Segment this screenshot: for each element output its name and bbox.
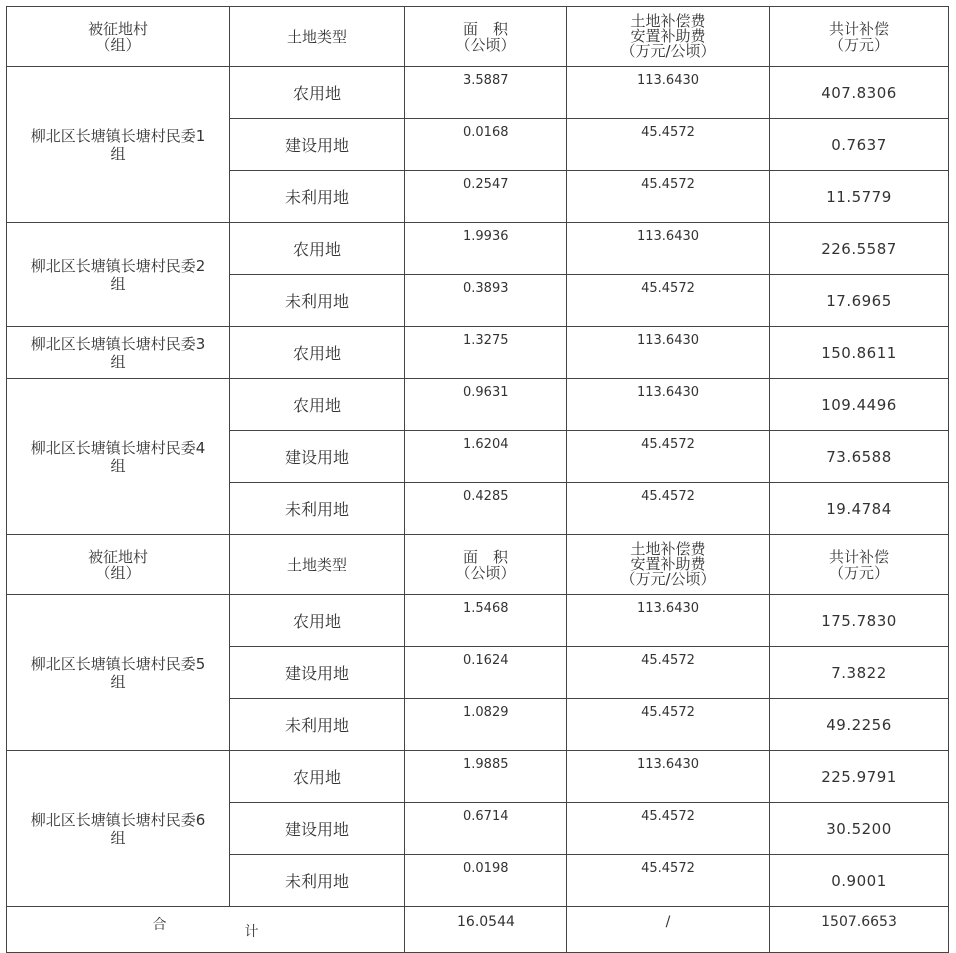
header-fee-line: 土地补偿费 (630, 12, 706, 30)
total-cell (770, 223, 949, 275)
total-cell (770, 699, 949, 751)
header-fee-line: （万元/公顷） (620, 42, 716, 60)
area-cell (405, 223, 567, 275)
total-value: 0.9001 (831, 871, 887, 890)
area-cell (405, 855, 567, 907)
land-type-value: 农用地 (292, 84, 341, 103)
header-row (7, 7, 949, 67)
village-name-line: 柳北区长塘镇长塘村民委1 (30, 126, 206, 145)
header-area-line: 面 积 (462, 19, 508, 38)
area-cell (405, 751, 567, 803)
total-cell (770, 483, 949, 535)
totals-fee-value: / (665, 914, 671, 930)
fee-cell (567, 327, 770, 379)
total-value: 11.5779 (826, 187, 892, 206)
header-area (405, 7, 567, 67)
header-village-line: （组） (95, 563, 141, 582)
fee-cell (567, 483, 770, 535)
table-body (7, 7, 949, 953)
area-value: 1.5468 (463, 601, 509, 616)
village-cell (7, 327, 230, 379)
total-value: 0.7637 (831, 135, 887, 154)
fee-value: 113.6430 (636, 757, 700, 772)
total-cell (770, 327, 949, 379)
total-cell (770, 119, 949, 171)
area-cell (405, 379, 567, 431)
header-total-line: 共计补偿 (828, 19, 889, 38)
land-type-cell (230, 647, 405, 699)
fee-value: 113.6430 (636, 601, 700, 616)
header-land-type-label: 土地类型 (286, 27, 347, 46)
village-name-line: 组 (110, 672, 126, 691)
header-fee-line: （万元/公顷） (620, 570, 716, 588)
land-type-value: 农用地 (292, 396, 341, 415)
header-area-line: 面 积 (462, 547, 508, 566)
land-type-cell (230, 751, 405, 803)
header-total (770, 535, 949, 595)
fee-cell (567, 855, 770, 907)
fee-cell (567, 275, 770, 327)
area-value: 1.9936 (463, 229, 509, 244)
header-village-line: 被征地村 (87, 547, 148, 566)
fee-cell (567, 379, 770, 431)
land-type-value: 未利用地 (284, 188, 349, 207)
total-value: 226.5587 (821, 239, 897, 258)
village-cell (7, 67, 230, 223)
header-area-line: （公顷） (455, 563, 516, 582)
header-fee (567, 7, 770, 67)
land-type-value: 未利用地 (284, 872, 349, 891)
header-fee-line: 土地补偿费 (630, 540, 706, 558)
area-cell (405, 803, 567, 855)
land-type-cell (230, 171, 405, 223)
land-type-cell (230, 119, 405, 171)
area-cell (405, 699, 567, 751)
land-type-value: 建设用地 (284, 136, 349, 155)
header-area-line: （公顷） (455, 35, 516, 54)
totals-total-value: 1507.6653 (821, 914, 897, 930)
totals-label-char: 计 (244, 924, 259, 940)
land-type-cell (230, 67, 405, 119)
header-area (405, 535, 567, 595)
village-name-line: 柳北区长塘镇长塘村民委5 (30, 654, 206, 673)
table-row (7, 223, 949, 275)
area-cell (405, 595, 567, 647)
village-cell (7, 751, 230, 907)
total-value: 49.2256 (826, 715, 892, 734)
total-cell (770, 855, 949, 907)
land-type-value: 农用地 (292, 240, 341, 259)
land-type-cell (230, 327, 405, 379)
totals-area-value: 16.0544 (457, 914, 515, 930)
land-type-cell (230, 223, 405, 275)
village-cell (7, 595, 230, 751)
total-value: 73.6588 (826, 447, 892, 466)
area-value: 0.0168 (463, 125, 509, 140)
land-type-cell (230, 803, 405, 855)
land-type-cell (230, 699, 405, 751)
village-name-line: 组 (110, 274, 126, 293)
fee-cell (567, 751, 770, 803)
area-cell (405, 67, 567, 119)
fee-cell (567, 431, 770, 483)
total-cell (770, 595, 949, 647)
area-cell (405, 119, 567, 171)
area-value: 0.1624 (463, 653, 509, 668)
area-value: 0.2547 (463, 177, 509, 192)
fee-value: 45.4572 (641, 281, 695, 296)
area-cell (405, 431, 567, 483)
land-type-value: 未利用地 (284, 716, 349, 735)
land-type-value: 建设用地 (284, 820, 349, 839)
header-land-type (230, 7, 405, 67)
area-value: 1.9885 (463, 757, 509, 772)
fee-value: 45.4572 (641, 437, 695, 452)
area-value: 1.0829 (463, 705, 509, 720)
total-cell (770, 803, 949, 855)
total-value: 7.3822 (831, 663, 887, 682)
total-value: 19.4784 (826, 499, 892, 518)
totals-fee-cell (567, 907, 770, 953)
fee-value: 113.6430 (636, 229, 700, 244)
fee-value: 45.4572 (641, 809, 695, 824)
area-value: 3.5887 (463, 73, 509, 88)
total-cell (770, 171, 949, 223)
village-name-line: 柳北区长塘镇长塘村民委4 (30, 438, 206, 457)
village-cell (7, 379, 230, 535)
village-name-line: 组 (110, 352, 126, 371)
compensation-table (6, 6, 949, 953)
fee-value: 113.6430 (636, 333, 700, 348)
land-type-value: 农用地 (292, 768, 341, 787)
land-type-value: 建设用地 (284, 448, 349, 467)
fee-value: 45.4572 (641, 705, 695, 720)
area-value: 1.3275 (463, 333, 509, 348)
land-type-cell (230, 431, 405, 483)
fee-cell (567, 699, 770, 751)
land-type-value: 未利用地 (284, 500, 349, 519)
total-cell (770, 67, 949, 119)
header-land-type-label: 土地类型 (286, 555, 347, 574)
fee-cell (567, 171, 770, 223)
fee-value: 113.6430 (636, 385, 700, 400)
fee-cell (567, 647, 770, 699)
village-name-line: 组 (110, 828, 126, 847)
header-village (7, 535, 230, 595)
header-fee-line: 安置补助费 (630, 555, 706, 573)
header-total-line: 共计补偿 (828, 547, 889, 566)
total-cell (770, 275, 949, 327)
area-value: 0.3893 (463, 281, 509, 296)
fee-value: 45.4572 (641, 125, 695, 140)
fee-cell (567, 595, 770, 647)
header-land-type (230, 535, 405, 595)
total-value: 109.4496 (821, 395, 897, 414)
fee-cell (567, 223, 770, 275)
area-cell (405, 275, 567, 327)
fee-value: 45.4572 (641, 653, 695, 668)
area-cell (405, 171, 567, 223)
total-cell (770, 751, 949, 803)
totals-label-char: 合 (152, 917, 167, 933)
land-type-cell (230, 855, 405, 907)
fee-cell (567, 67, 770, 119)
village-name-line: 柳北区长塘镇长塘村民委3 (30, 334, 206, 353)
land-type-cell (230, 595, 405, 647)
area-cell (405, 647, 567, 699)
totals-area-cell (405, 907, 567, 953)
totals-row (7, 907, 949, 953)
total-cell (770, 379, 949, 431)
header-village-line: 被征地村 (87, 19, 148, 38)
table-row (7, 67, 949, 119)
land-type-value: 农用地 (292, 344, 341, 363)
area-value: 0.4285 (463, 489, 509, 504)
area-value: 1.6204 (463, 437, 509, 452)
land-type-value: 建设用地 (284, 664, 349, 683)
header-village-line: （组） (95, 35, 141, 54)
total-cell (770, 431, 949, 483)
total-value: 17.6965 (826, 291, 892, 310)
village-name-line: 柳北区长塘镇长塘村民委2 (30, 256, 206, 275)
totals-label-cell (7, 907, 405, 953)
table-row (7, 379, 949, 431)
land-type-cell (230, 275, 405, 327)
total-value: 407.8306 (821, 83, 897, 102)
village-name-line: 组 (110, 144, 126, 163)
header-row (7, 535, 949, 595)
header-total-line: （万元） (828, 35, 889, 54)
total-value: 150.8611 (821, 343, 897, 362)
totals-total-cell (770, 907, 949, 953)
header-village (7, 7, 230, 67)
total-value: 175.7830 (821, 611, 897, 630)
fee-value: 45.4572 (641, 489, 695, 504)
area-value: 0.9631 (463, 385, 509, 400)
area-value: 0.0198 (463, 861, 509, 876)
table-row (7, 751, 949, 803)
header-fee-line: 安置补助费 (630, 27, 706, 45)
land-type-cell (230, 483, 405, 535)
village-cell (7, 223, 230, 327)
fee-value: 113.6430 (636, 73, 700, 88)
table-row (7, 595, 949, 647)
total-cell (770, 647, 949, 699)
village-name-line: 柳北区长塘镇长塘村民委6 (30, 810, 206, 829)
fee-cell (567, 803, 770, 855)
total-value: 225.9791 (821, 767, 897, 786)
land-type-cell (230, 379, 405, 431)
fee-value: 45.4572 (641, 861, 695, 876)
village-name-line: 组 (110, 456, 126, 475)
fee-cell (567, 119, 770, 171)
area-value: 0.6714 (463, 809, 509, 824)
header-fee (567, 535, 770, 595)
land-type-value: 农用地 (292, 612, 341, 631)
total-value: 30.5200 (826, 819, 892, 838)
land-type-value: 未利用地 (284, 292, 349, 311)
header-total-line: （万元） (828, 563, 889, 582)
area-cell (405, 483, 567, 535)
header-total (770, 7, 949, 67)
fee-value: 45.4572 (641, 177, 695, 192)
area-cell (405, 327, 567, 379)
table-row (7, 327, 949, 379)
